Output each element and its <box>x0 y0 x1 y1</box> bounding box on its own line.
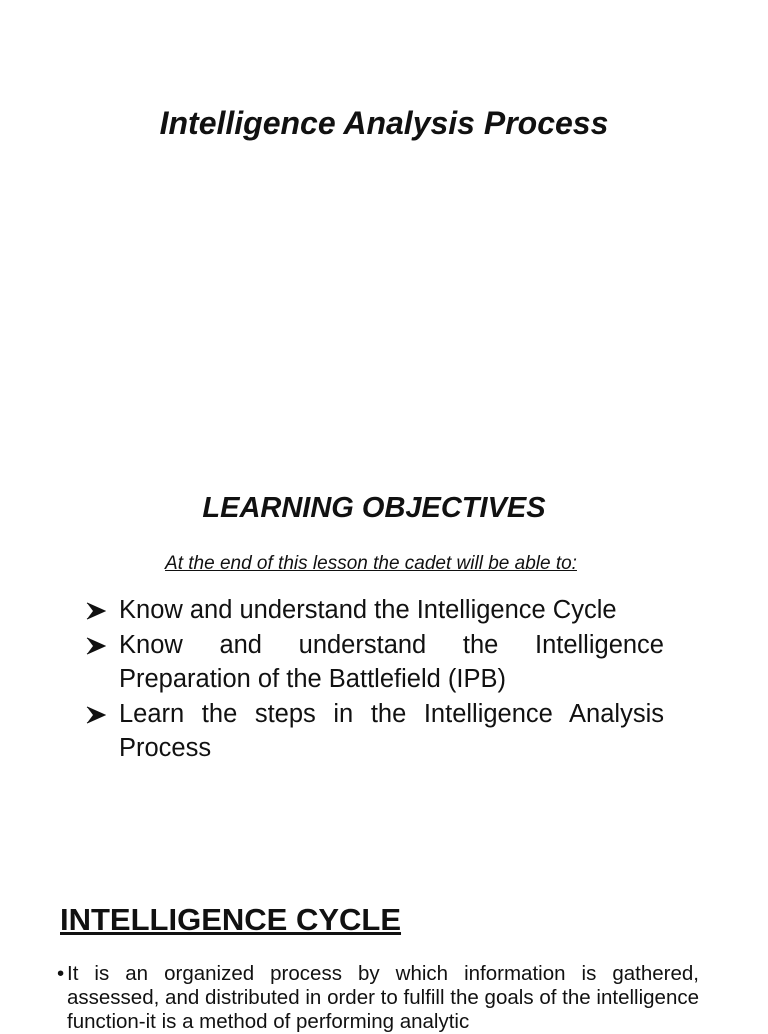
body-bullet-text: It is an organized process by which information is gathered, assessed, and distributed in order to fulfill the goals of the intelligence function-it is a method of performing analytic <box>67 962 699 1033</box>
objective-item <box>86 593 664 628</box>
objective-text: Learn the steps in the Intelligence Analysis Process <box>119 699 664 763</box>
arrow-bullet-icon <box>86 706 106 724</box>
objectives-list <box>86 593 664 766</box>
objectives-intro: At the end of this lesson the cadet will be able to: <box>165 553 577 574</box>
objective-item <box>86 697 664 766</box>
objective-text: Know and understand the Intelligence Cycle <box>119 596 617 624</box>
objective-item <box>86 628 664 697</box>
intelligence-cycle-heading: INTELLIGENCE CYCLE <box>60 902 402 937</box>
arrow-bullet-icon <box>86 637 106 655</box>
document-title: Intelligence Analysis Process <box>159 105 609 141</box>
learning-objectives-heading: LEARNING OBJECTIVES <box>202 492 546 524</box>
arrow-bullet-icon <box>86 602 106 620</box>
objective-text: Know and understand the Intelligence Preparation of the Battlefield (IPB) <box>119 630 664 694</box>
body-bullet <box>57 962 699 1034</box>
bullet-dot-icon: • <box>57 962 65 985</box>
